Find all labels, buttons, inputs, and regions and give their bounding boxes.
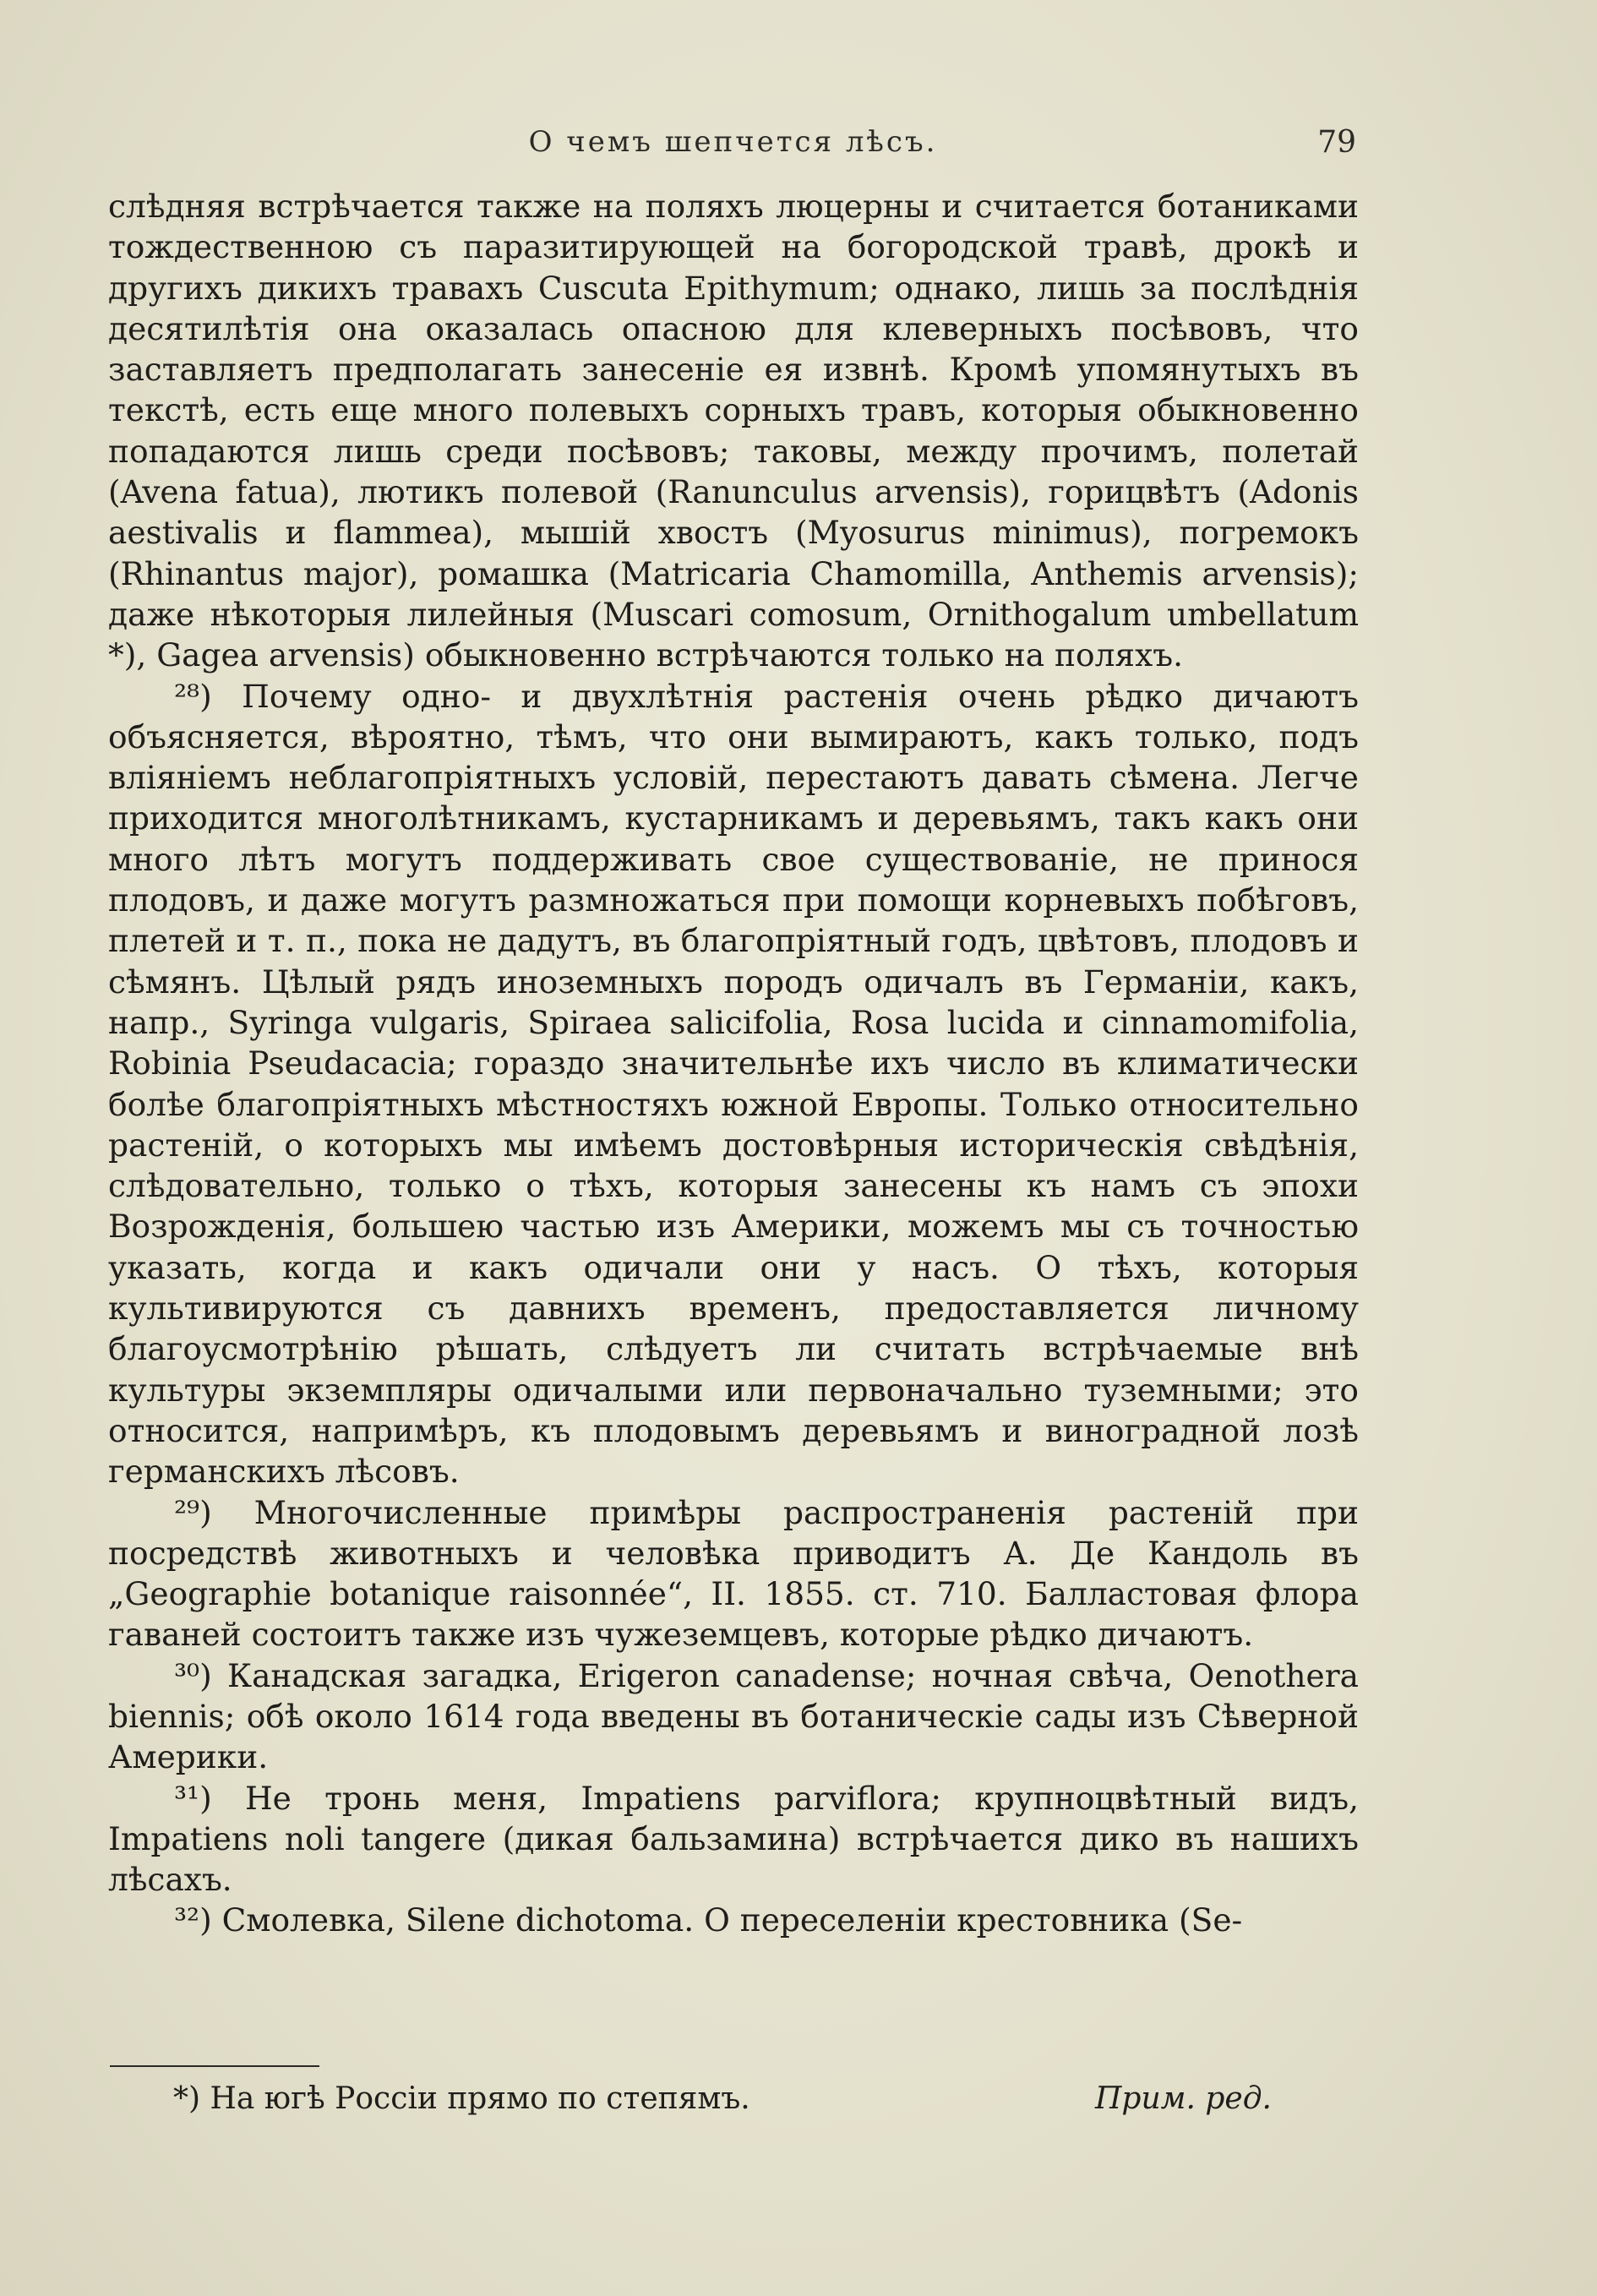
footnote-signature: Прим. ред. [1095,2081,1272,2116]
note-32: ³²) Смолевка, Silene dichotoma. О переселеніи крестовника (Se- [174,1901,1243,1939]
note-29: ²⁹) Многочисленные примѣры распространенія растеній при посредствѣ животныхъ и человѣка приводитъ А. Де Кандоль въ „Geographie botanique raisonnée“, II. 1855. ст. 710. Балластовая флора гаваней состоитъ также изъ чужеземцевъ, которые рѣдко дичаютъ. [108,1493,1359,1654]
running-head: О чемъ шепчется лѣсъ. [528,125,938,159]
footnote-text: *) На югѣ Россіи прямо по степямъ. [173,2081,750,2116]
note-28: ²⁸) Почему одно- и двухлѣтнія растенія очень рѣдко дичаютъ объясняется, вѣроятно, тѣмъ, что они вымираютъ, какъ только, подъ вліяніемъ неблагопріятныхъ условій, перестаютъ давать сѣмена. Легче приходится многолѣтникамъ, кустарникамъ и деревьямъ, такъ какъ они много лѣтъ могутъ поддерживать свое существованіе, не принося плодовъ, и даже могутъ размножаться при помощи корневыхъ побѣговъ, плетей и т. п., пока не дадутъ, въ благопріятный годъ, цвѣтовъ, плодовъ и сѣмянъ. Цѣлый рядъ иноземныхъ породъ одичалъ въ Германіи, какъ, напр., Syringa vulgaris, Spiraea salicifolia, Rosa lucida и cinnamomifolia, Robinia Pseudacacia; гораздо значительнѣе ихъ число въ климатически болѣе благопріятныхъ мѣстностяхъ южной Европы. Только относительно растеній, о которыхъ мы имѣемъ достовѣрныя историческія свѣдѣнія, слѣдовательно, только о тѣхъ, которыя занесены къ намъ съ эпохи Возрожденія, большею частью изъ Америки, можемъ мы съ точностью указать, когда и какъ одичали они у насъ. О тѣхъ, которыя культивируются съ давнихъ временъ, предоставляется личному благоусмотрѣнію рѣшать, слѣдуетъ ли считать встрѣчаемые внѣ культуры экземпляры одичалыми или первоначально туземными; это относится, напримѣръ, къ плодовымъ деревьямъ и виноградной лозѣ германскихъ лѣсовъ. [108,677,1359,1491]
page-number: 79 [1317,125,1356,160]
footnote [173,2079,1272,2119]
body-text [108,186,1359,1941]
note-30: ³⁰) Канадская загадка, Erigeron canadense; ночная свѣча, Oenothera biennis; обѣ около 1614 года введены въ ботаническіе сады изъ Сѣверной Америки. [108,1656,1359,1776]
footnote-divider [110,2065,319,2067]
note-31: ³¹) Не тронь меня, Impatiens parviflora; крупноцвѣтный видъ, Impatiens noli tangere (дикая бальзамина) встрѣчается дико въ нашихъ лѣсахъ. [108,1779,1359,1899]
paragraph-continued: слѣдняя встрѣчается также на поляхъ люцерны и считается ботаниками тождественною съ паразитирующей на богородской травѣ, дрокѣ и другихъ дикихъ травахъ Cuscuta Epithymum; однако, лишь за послѣднія десятилѣтія она оказалась опасною для клеверныхъ посѣвовъ, что заставляетъ предполагать занесеніе ея извнѣ. Кромѣ упомянутыхъ въ текстѣ, есть еще много полевыхъ сорныхъ травъ, которыя обыкновенно попадаются лишь среди посѣвовъ; таковы, между прочимъ, полетай (Avena fatua), лютикъ полевой (Ranunculus arvensis), горицвѣтъ (Adonis aestivalis и flammea), мышій хвостъ (Myosurus minimus), погремокъ (Rhinantus major), ромашка (Matricaria Chamomilla, Anthemis arvensis); даже нѣкоторыя лилейныя (Muscari comosum, Ornithogalum umbellatum *), Gagea arvensis) обыкновенно встрѣчаются только на поляхъ. [108,188,1359,674]
page-header [110,125,1356,176]
